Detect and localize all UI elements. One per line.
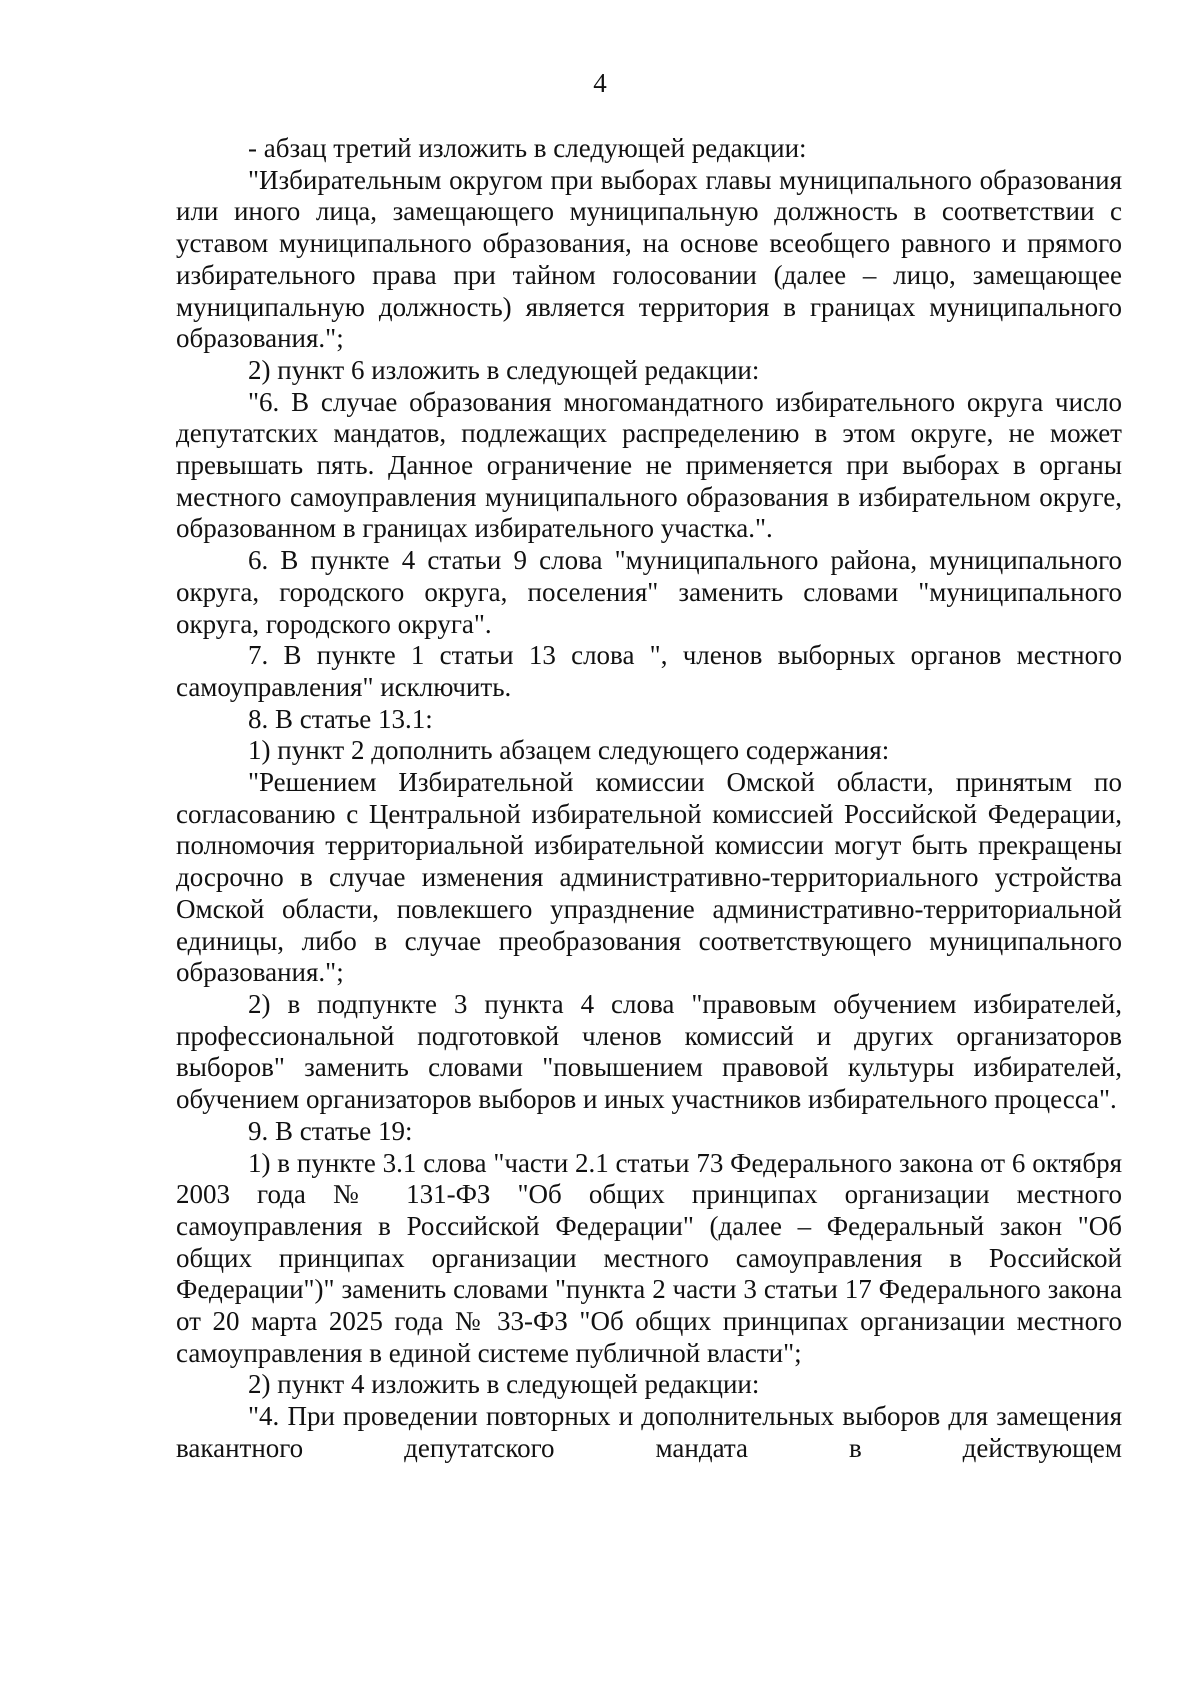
paragraph-13: 2) пункт 4 изложить в следующей редакции: bbox=[248, 1369, 760, 1400]
paragraph-9: "Решением Избирательной комиссии Омской области, принятым по согласованию с Центральной избирательной комиссией Российской Федерации, полномочия территориальной избирательной комиссии могут быть прекращены досрочно в случае изменения административно-территориального устройства Омской области, повлекшего упразднение административно-территориальной единицы, либо в случае преобразования соответствующего муниципального образования."; bbox=[176, 767, 1122, 988]
paragraph-7: 8. В статье 13.1: bbox=[248, 703, 433, 734]
paragraph-12: 1) в пункте 3.1 слова "части 2.1 статьи 73 Федерального закона от 6 октября 2003 года № 131-ФЗ "Об общих принципах организации местного самоуправления в Российской Федерации" (далее – Федеральный закон "Об общих принципах организации местного самоуправления в Российской Федерации")" заменить словами "пункта 2 части 3 статьи 17 Федерального закона от 20 марта 2025 года № 33-ФЗ "Об общих принципах организации местного самоуправления в единой системе публичной власти"; bbox=[176, 1147, 1122, 1368]
paragraph-6: 7. В пункте 1 статьи 13 слова ", членов выборных органов местного самоуправления" исключить. bbox=[176, 640, 1122, 702]
document-body bbox=[176, 133, 1122, 1465]
page-number: 4 bbox=[593, 68, 607, 98]
paragraph-2: "Избирательным округом при выборах главы муниципального образования или иного лица, замещающего муниципальную должность в соответствии с уставом муниципального образования, на основе всеобщего равного и прямого избирательного права при тайном голосовании (далее – лицо, замещающее муниципальную должность) является территория в границах муниципального образования."; bbox=[176, 164, 1122, 354]
paragraph-8: 1) пункт 2 дополнить абзацем следующего содержания: bbox=[248, 735, 890, 766]
paragraph-4: "6. В случае образования многомандатного избирательного округа число депутатских мандатов, подлежащих распределению в этом округе, не может превышать пять. Данное ограничение не применяется при выборах в органы местного самоуправления муниципального образования в избирательном округе, образованном в границах избирательного участка.". bbox=[176, 386, 1122, 544]
paragraph-3: 2) пункт 6 изложить в следующей редакции: bbox=[248, 354, 760, 385]
paragraph-14: "4. При проведении повторных и дополнительных выборов для замещения вакантного депутатского мандата в действующем bbox=[176, 1401, 1122, 1463]
paragraph-10: 2) в подпункте 3 пункта 4 слова "правовым обучением избирателей, профессиональной подготовкой членов комиссий и других организаторов выборов" заменить словами "повышением правовой культуры избирателей, обучением организаторов выборов и иных участников избирательного процесса". bbox=[176, 988, 1122, 1115]
paragraph-1: - абзац третий изложить в следующей редакции: bbox=[248, 133, 807, 163]
paragraph-11: 9. В статье 19: bbox=[248, 1115, 413, 1146]
paragraph-5: 6. В пункте 4 статьи 9 слова "муниципального района, муниципального округа, городского округа, поселения" заменить словами "муниципального округа, городского округа". bbox=[176, 545, 1122, 639]
